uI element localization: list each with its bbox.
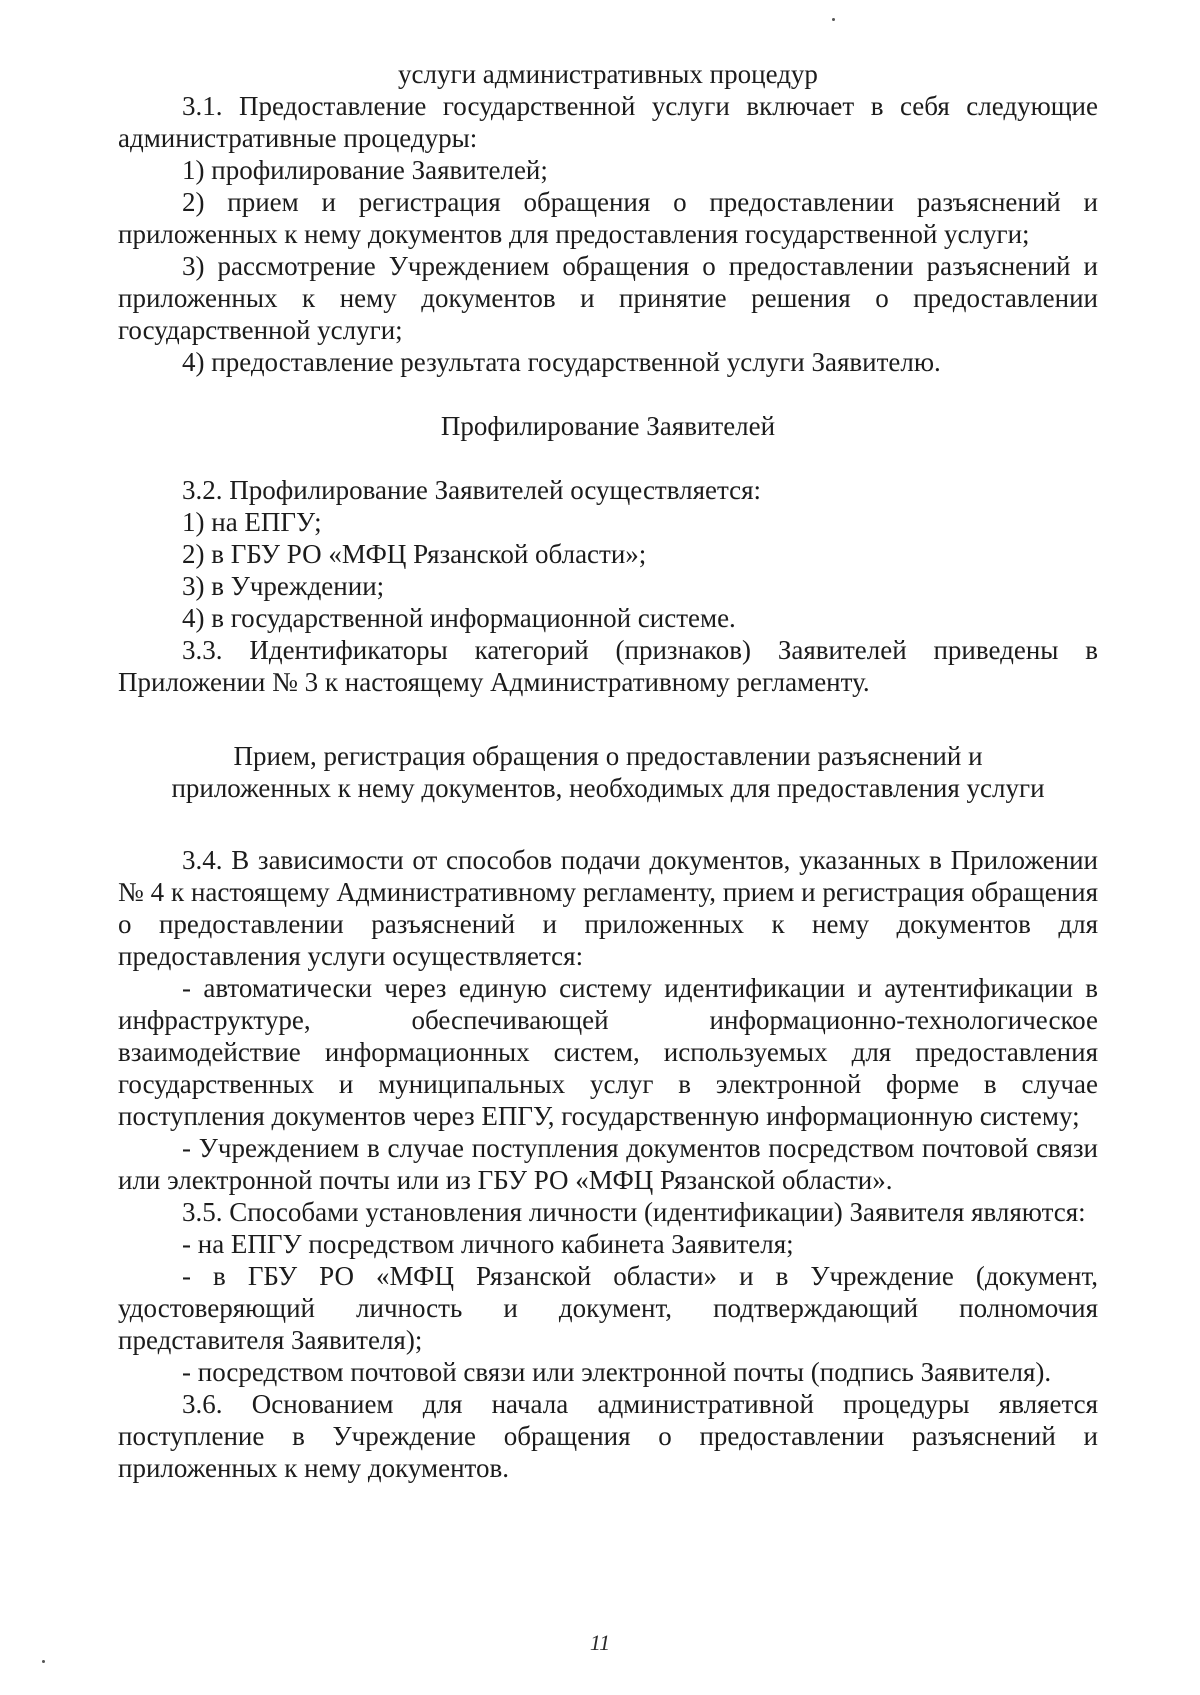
paragraph-3-5: 3.5. Способами установления личности (идентификации) Заявителя являются: <box>182 1197 1086 1227</box>
list-item: 4) в государственной информационной системе. <box>182 603 736 633</box>
list-item: - в ГБУ РО «МФЦ Рязанской области» и в Учреждение (документ, удостоверяющий личность и документ, подтверждающий полномочия представителя Заявителя); <box>118 1261 1098 1355</box>
heading-reception <box>118 740 1098 804</box>
heading-reception-line: Прием, регистрация обращения о предоставлении разъяснений и <box>233 741 983 771</box>
list-item: - посредством почтовой связи или электронной почты (подпись Заявителя). <box>182 1357 1052 1387</box>
list-item: - автоматически через единую систему идентификации и аутентификации в инфраструктуре, обеспечивающей информационно-технологическое взаимодействие информационных систем, используемых для предоставления государственных и муниципальных услуг в электронной форме в случае поступления документов через ЕПГУ, государственную информационную систему; <box>118 973 1098 1131</box>
list-item: 3) в Учреждении; <box>182 571 385 601</box>
list-item: 1) на ЕПГУ; <box>182 507 322 537</box>
paragraph-3-4: 3.4. В зависимости от способов подачи документов, указанных в Приложении № 4 к настоящему Административному регламенту, прием и регистрация обращения о предоставлении разъяснений и приложенных к нему документов для предоставления услуги осуществляется: <box>118 845 1098 971</box>
list-item: 4) предоставление результата государственной услуги Заявителю. <box>182 347 941 377</box>
page-number: 11 <box>589 1630 611 1655</box>
paragraph-3-3: 3.3. Идентификаторы категорий (признаков) Заявителей приведены в Приложении № 3 к настоящему Административному регламенту. <box>118 635 1098 697</box>
list-item: 2) прием и регистрация обращения о предоставлении разъяснений и приложенных к нему документов для предоставления государственной услуги; <box>118 187 1098 249</box>
scan-speck <box>832 18 835 21</box>
list-item: 2) в ГБУ РО «МФЦ Рязанской области»; <box>182 539 647 569</box>
paragraph-3-6: 3.6. Основанием для начала административной процедуры является поступление в Учреждение обращения о предоставлении разъяснений и приложенных к нему документов. <box>118 1389 1098 1483</box>
list-item: 3) рассмотрение Учреждением обращения о предоставлении разъяснений и приложенных к нему документов и принятие решения о предоставлении государственной услуги; <box>118 251 1098 345</box>
paragraph-3-1: 3.1. Предоставление государственной услуги включает в себя следующие административные процедуры: <box>118 91 1098 153</box>
list-item: - Учреждением в случае поступления документов посредством почтовой связи или электронной почты или из ГБУ РО «МФЦ Рязанской области». <box>118 1133 1098 1195</box>
paragraph-3-2: 3.2. Профилирование Заявителей осуществляется: <box>182 475 762 505</box>
heading-reception-line: приложенных к нему документов, необходимых для предоставления услуги <box>171 773 1045 803</box>
scan-speck <box>42 1660 45 1663</box>
document-body <box>118 58 1098 1484</box>
section-title-continuation: услуги административных процедур <box>398 59 818 89</box>
list-item: - на ЕПГУ посредством личного кабинета Заявителя; <box>182 1229 794 1259</box>
list-item: 1) профилирование Заявителей; <box>182 155 548 185</box>
heading-profiling: Профилирование Заявителей <box>440 411 776 441</box>
